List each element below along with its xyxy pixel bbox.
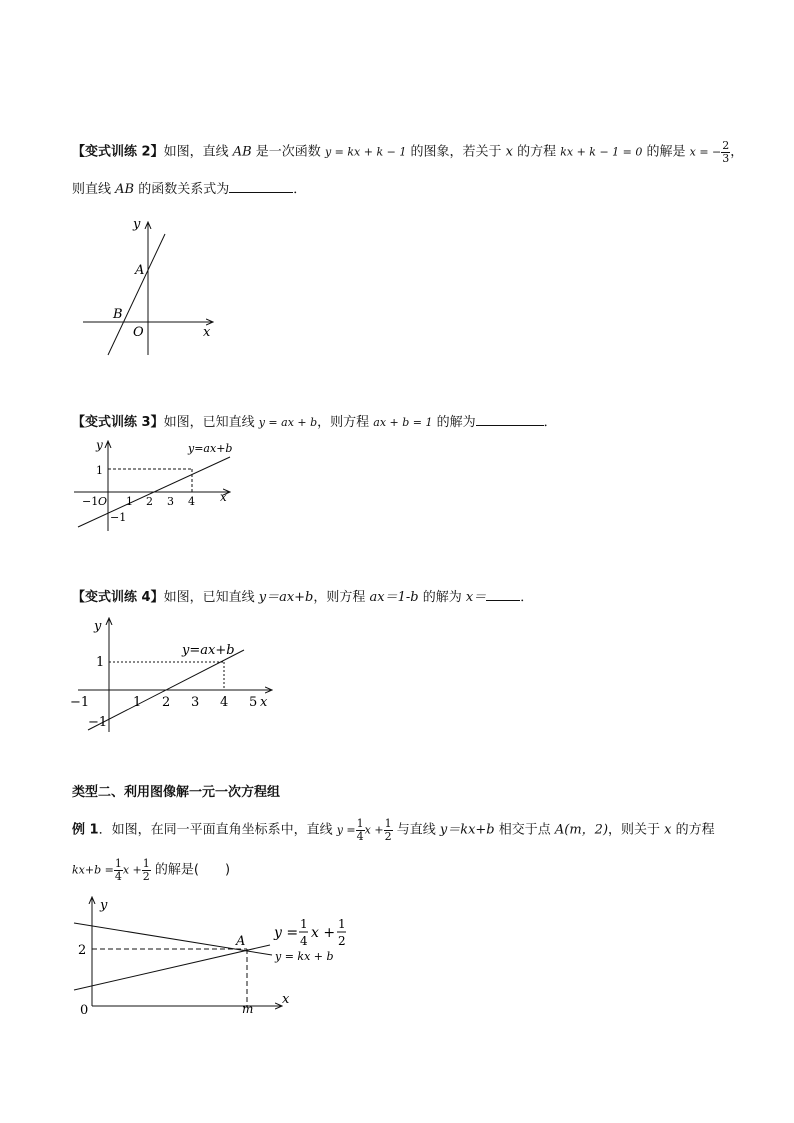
math: x + xyxy=(122,863,142,877)
fraction-denominator: 4 xyxy=(300,934,308,948)
math-point: A(m，2) xyxy=(554,822,609,838)
numerator: 1 xyxy=(356,817,364,830)
origin-label: 0 xyxy=(80,1003,89,1018)
math-function: y = ax + b xyxy=(258,416,318,429)
y-label: y xyxy=(96,438,103,452)
ex5-question-line2 xyxy=(72,858,230,882)
text: ， xyxy=(730,144,744,160)
x-label: x xyxy=(220,490,227,504)
denominator: 4 xyxy=(356,829,364,843)
ex4-question xyxy=(72,586,533,605)
fraction xyxy=(356,818,365,842)
fraction xyxy=(721,140,730,164)
tick-y-1: 1 xyxy=(96,464,103,477)
tick-y-neg1: −1 xyxy=(88,715,108,730)
section-title: 类型二、利用图像解一元一次方程组 xyxy=(72,785,281,800)
tick-x-1: 1 xyxy=(126,495,133,508)
tick-x-2: 2 xyxy=(146,495,153,508)
x-label: x xyxy=(282,992,290,1007)
ex2-tag: 【变式训练 2】 xyxy=(72,144,164,160)
point-a-label: A xyxy=(135,263,145,278)
x-label: x xyxy=(260,695,268,710)
ex4-graph xyxy=(66,612,281,737)
origin-label: O xyxy=(133,325,144,340)
math: x xyxy=(505,144,513,160)
text: 的解是 xyxy=(642,144,690,160)
text: ，则关于 xyxy=(608,822,665,838)
denominator: 4 xyxy=(114,869,122,883)
math-equation: kx + k − 1 = 0 xyxy=(560,145,643,159)
text: ． xyxy=(520,590,534,605)
y-label: y xyxy=(100,898,108,913)
math: AB xyxy=(115,182,135,197)
point-a-label: A xyxy=(236,934,246,949)
ex4-tag: 【变式训练 4】 xyxy=(72,590,164,605)
text: 的解为 xyxy=(432,415,476,430)
math: y = xyxy=(336,823,356,837)
tick-x-4: 4 xyxy=(220,695,229,710)
math: x + xyxy=(364,823,384,837)
numerator: 1 xyxy=(384,817,392,830)
text: 如图，已知直线 xyxy=(163,415,259,430)
math: x＝ xyxy=(465,590,487,605)
fraction xyxy=(114,858,123,882)
answer-blank[interactable] xyxy=(229,180,293,193)
ex5-graph xyxy=(70,893,360,1018)
math-function: y＝kx+b xyxy=(439,822,495,838)
point-b-label: B xyxy=(113,307,123,322)
text: 的解为 xyxy=(418,590,466,605)
numerator: 2 xyxy=(722,139,730,152)
fraction-denominator: 2 xyxy=(338,934,346,948)
tick-x-5: 5 xyxy=(249,695,258,710)
numerator: 1 xyxy=(114,857,122,870)
text: ．如图，在同一平面直角坐标系中，直线 xyxy=(98,822,337,838)
ex5-tag: 例 1 xyxy=(72,822,99,838)
fraction xyxy=(142,858,151,882)
text: 的方程 xyxy=(512,144,561,160)
tick-x-1: 1 xyxy=(133,695,142,710)
denominator: 2 xyxy=(142,869,150,883)
text: 如图，直线 xyxy=(163,144,233,160)
y-label: y xyxy=(133,217,141,232)
fraction-numerator: 1 xyxy=(300,917,308,931)
tick-y-1: 1 xyxy=(96,655,105,670)
answer-blank[interactable] xyxy=(486,588,520,601)
text: 如图，已知直线 xyxy=(163,590,259,605)
math: x xyxy=(664,822,672,838)
math-equation: ax＝1-b xyxy=(369,590,419,605)
text: ． xyxy=(543,415,557,430)
fraction xyxy=(384,818,393,842)
numerator: 1 xyxy=(142,857,150,870)
denominator: 3 xyxy=(722,151,730,165)
tick-y-neg1: −1 xyxy=(110,511,127,524)
text: ，则方程 xyxy=(317,415,374,430)
text: 的函数关系式为 xyxy=(134,182,230,197)
math-function: y = kx + k − 1 xyxy=(324,145,407,159)
text: 相交于点 xyxy=(494,822,555,838)
fraction-numerator: 1 xyxy=(338,917,346,931)
ex3-tag: 【变式训练 3】 xyxy=(72,415,164,430)
tick-y-2: 2 xyxy=(78,943,87,958)
text: 与直线 xyxy=(392,822,440,838)
text: 的解是( ) xyxy=(150,862,231,878)
line-quarter-x-label-y: y = xyxy=(274,925,299,941)
denominator: 2 xyxy=(384,829,392,843)
ex2-question-line2 xyxy=(72,178,306,197)
math-equation: ax + b = 1 xyxy=(373,416,433,429)
ex3-graph xyxy=(70,435,240,535)
math: x = − xyxy=(689,145,722,159)
text: 则直线 xyxy=(72,182,116,197)
line-kx-b-label: y = kx + b xyxy=(275,950,334,963)
text: 的图象，若关于 xyxy=(406,144,506,160)
ex3-question xyxy=(72,411,557,430)
tick-x-3: 3 xyxy=(191,695,200,710)
line-label: y=ax+b xyxy=(182,643,235,658)
tick-x-4: 4 xyxy=(188,495,195,508)
x-label: x xyxy=(203,325,211,340)
ex2-graph xyxy=(75,210,225,360)
tick-x-neg1: −1 xyxy=(82,495,99,508)
math-function: y＝ax+b xyxy=(258,590,314,605)
ex5-question-line1 xyxy=(72,818,715,842)
origin-label: O xyxy=(98,495,108,508)
math: kx+b = xyxy=(72,863,114,877)
line-kx-b xyxy=(74,945,270,990)
math: AB xyxy=(232,144,252,160)
text: ． xyxy=(293,182,307,197)
text: 是一次函数 xyxy=(251,144,325,160)
answer-blank[interactable] xyxy=(476,413,544,426)
tick-x-neg1: −1 xyxy=(70,695,90,710)
line-label: y=ax+b xyxy=(188,442,233,455)
text: 的方程 xyxy=(671,822,715,838)
tick-x-2: 2 xyxy=(162,695,171,710)
text: ，则方程 xyxy=(313,590,370,605)
y-label: y xyxy=(94,619,102,634)
tick-x-3: 3 xyxy=(167,495,174,508)
tick-x-m: m xyxy=(242,1002,254,1016)
line-quarter-x-label-x: x + xyxy=(311,925,336,941)
ex2-question-line1 xyxy=(72,140,743,164)
